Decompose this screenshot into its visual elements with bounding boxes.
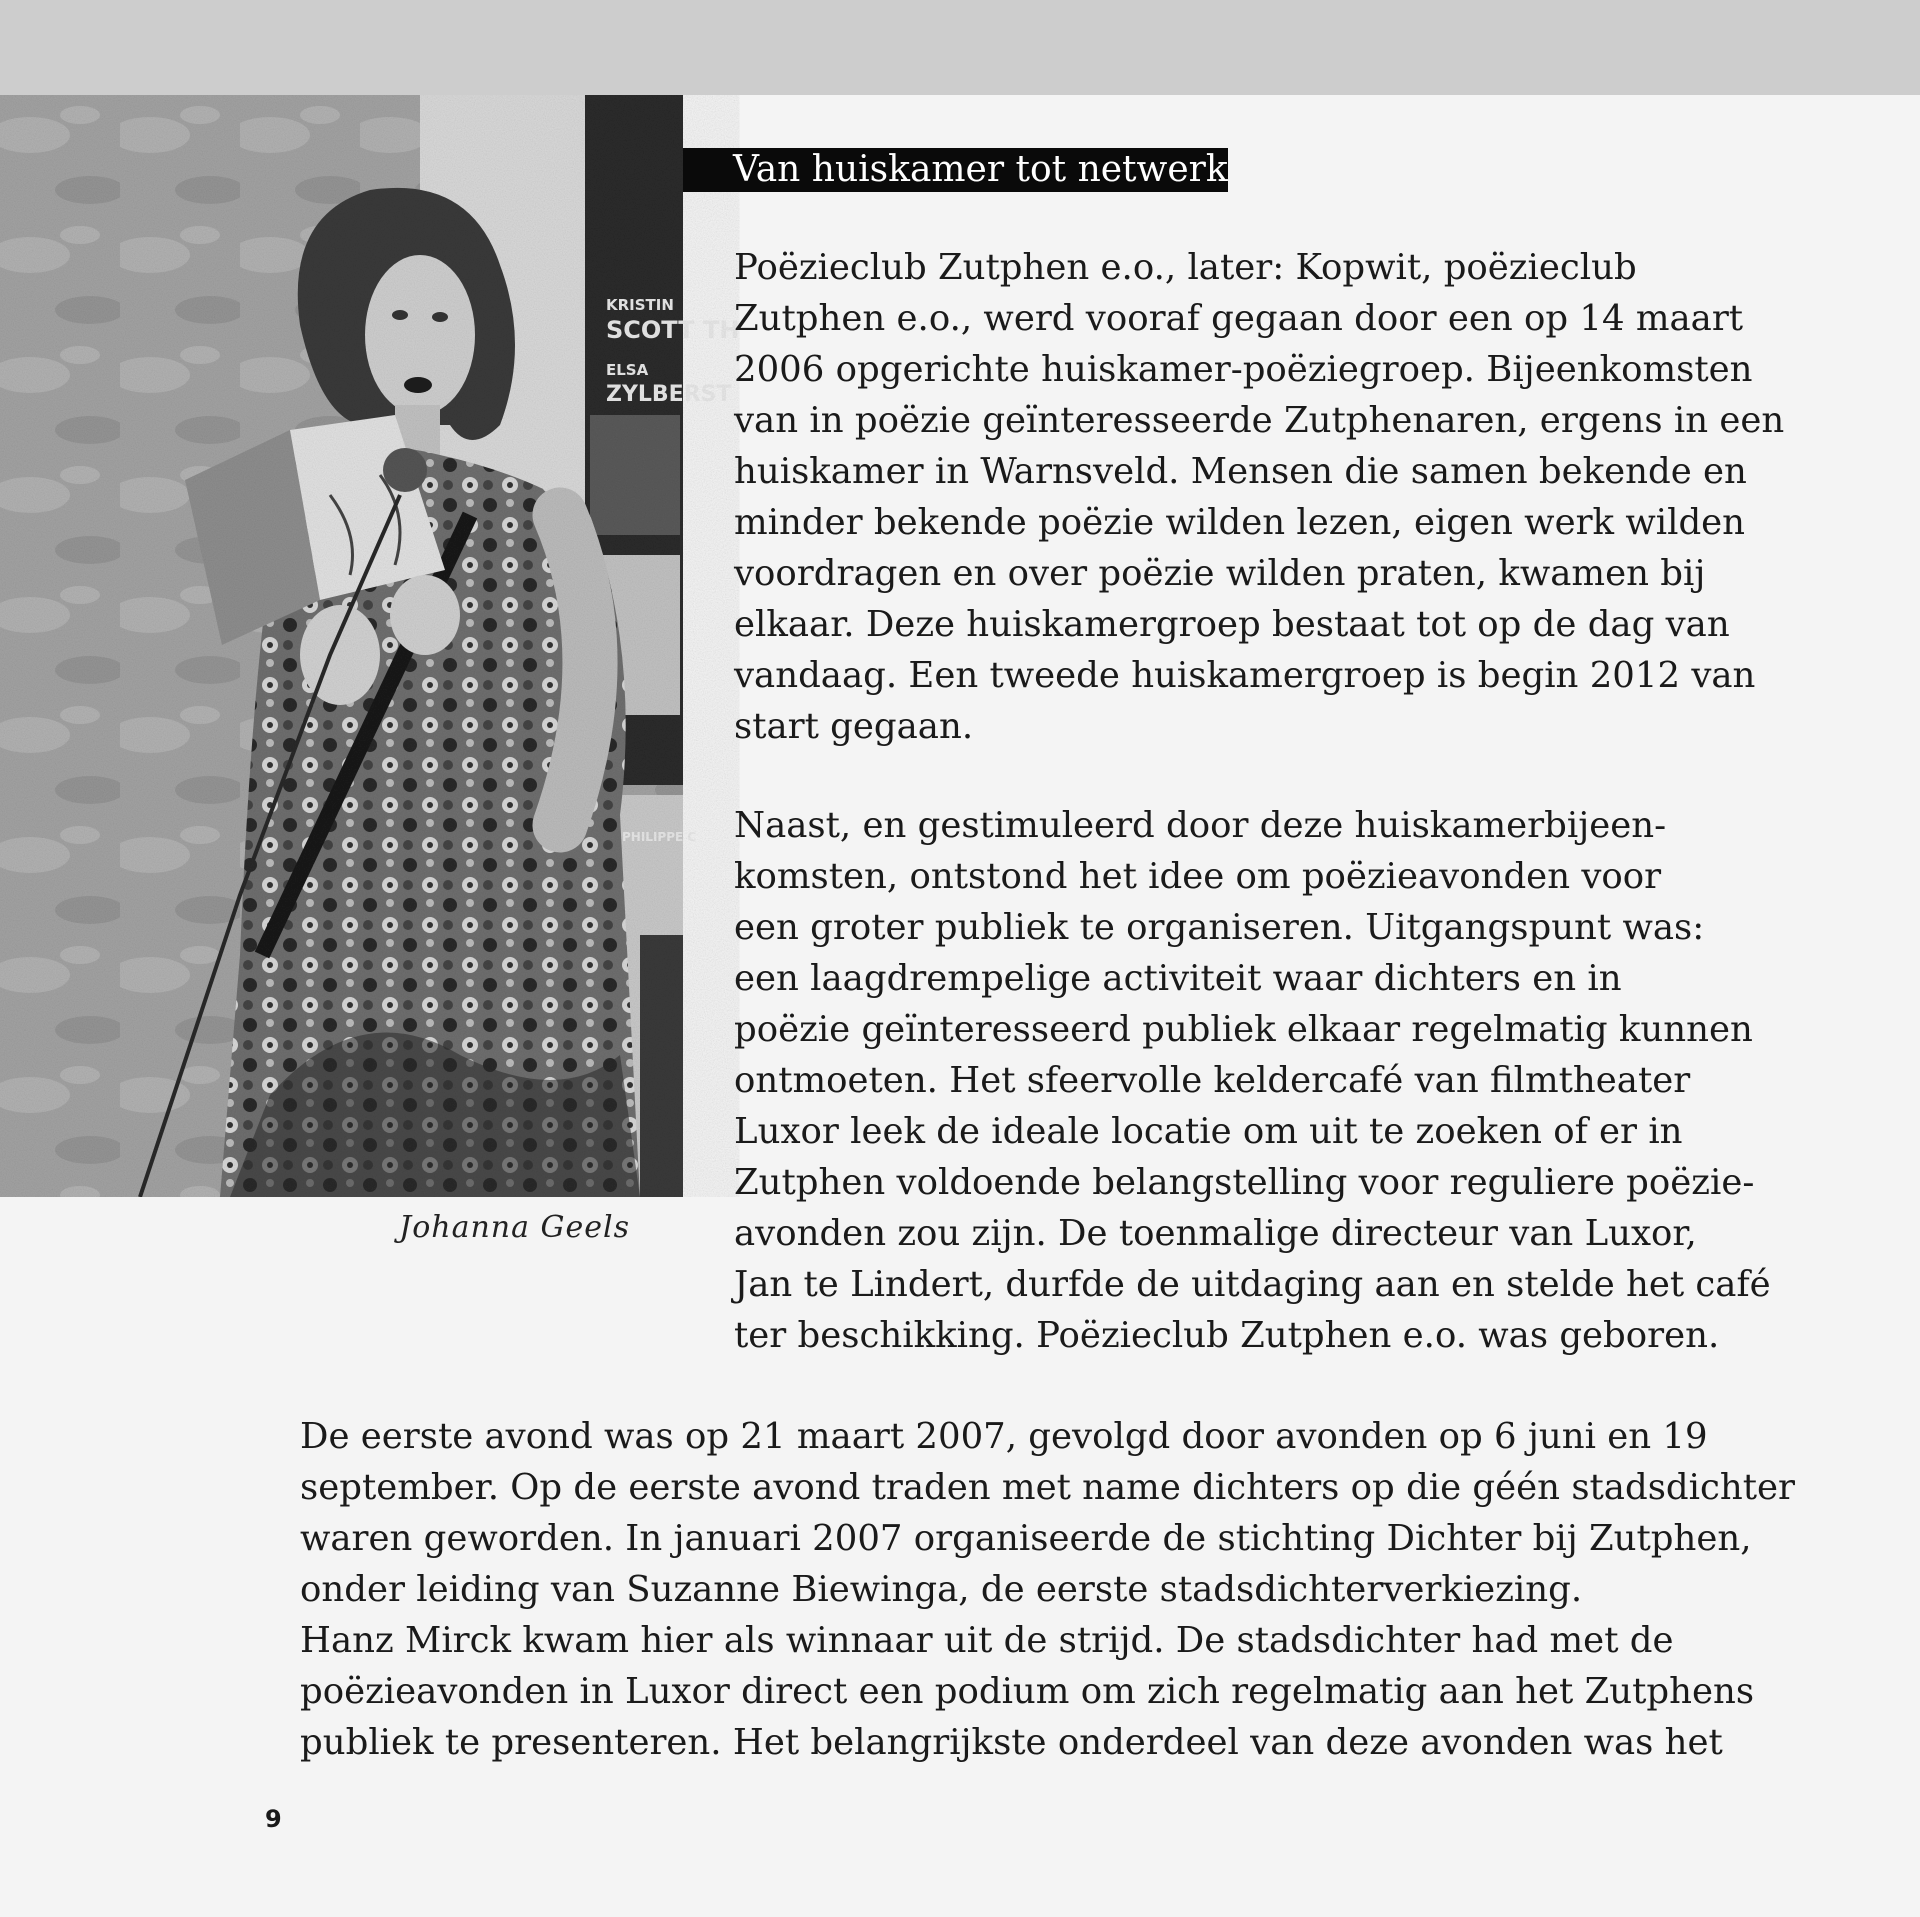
poster-text-4: ZYLBERST [606,382,732,407]
poster-text-5: PHILIPPE C [622,830,697,844]
text-line: poëzieavonden in Luxor direct een podium om zich regelmatig aan het Zutphens [300,1671,1755,1712]
text-line: Poëzieclub Zutphen e.o., later: Kopwit, poëzieclub [734,247,1637,288]
text-line: huiskamer in Warnsveld. Mensen die samen bekende en [734,451,1747,492]
text-line: Zutphen e.o., werd vooraf gegaan door een op 14 maart [734,298,1744,339]
page-number: 9 [265,1805,282,1833]
photo-johanna-geels [0,95,740,1197]
text-line: onder leiding van Suzanne Biewinga, de eerste stadsdichterverkiezing. [300,1569,1583,1610]
paragraph-3 [300,1411,1795,1768]
text-line: van in poëzie geïnteresseerde Zutphenaren, ergens in een [734,400,1785,441]
text-line: Hanz Mirck kwam hier als winnaar uit de strijd. De stadsdichter had met de [300,1620,1674,1661]
text-line: vandaag. Een tweede huiskamergroep is begin 2012 van [734,655,1756,696]
poster-text-3: ELSA [606,361,649,379]
poster-text-1: KRISTIN [606,296,674,314]
text-line: een groter publiek te organiseren. Uitgangspunt was: [734,907,1705,948]
text-line: ontmoeten. Het sfeervolle keldercafé van filmtheater [734,1060,1691,1101]
text-line: elkaar. Deze huiskamergroep bestaat tot op de dag van [734,604,1730,645]
text-line: een laagdrempelige activiteit waar dichters en in [734,958,1622,999]
text-line: Naast, en gestimuleerd door deze huiskamerbijeen- [734,805,1667,846]
text-line: 2006 opgerichte huiskamer-poëziegroep. Bijeenkomsten [734,349,1753,390]
text-line: ter beschikking. Poëzieclub Zutphen e.o. was geboren. [734,1315,1720,1356]
text-line: minder bekende poëzie wilden lezen, eigen werk wilden [734,502,1746,543]
text-line: publiek te presenteren. Het belangrijkste onderdeel van deze avonden was het [300,1722,1723,1763]
photo-illustration [0,95,740,1197]
text-line: avonden zou zijn. De toenmalige directeur van Luxor, [734,1213,1697,1254]
text-line: Luxor leek de ideale locatie om uit te zoeken of er in [734,1111,1683,1152]
text-line: waren geworden. In januari 2007 organiseerde de stichting Dichter bij Zutphen, [300,1518,1752,1559]
photo-caption: Johanna Geels [399,1210,630,1245]
text-line: poëzie geïnteresseerd publiek elkaar regelmatig kunnen [734,1009,1753,1050]
text-line: start gegaan. [734,706,974,747]
text-line: voordragen en over poëzie wilden praten, kwamen bij [734,553,1706,594]
text-line: komsten, ontstond het idee om poëzieavonden voor [734,856,1662,897]
section-title: Van huiskamer tot netwerk [683,148,1228,192]
top-band [0,0,1920,95]
paragraph-1 [734,242,1784,752]
paragraph-2 [734,800,1771,1361]
text-line: Zutphen voldoende belangstelling voor reguliere poëzie- [734,1162,1755,1203]
text-line: september. Op de eerste avond traden met name dichters op die géén stadsdichter [300,1467,1795,1508]
text-line: De eerste avond was op 21 maart 2007, gevolgd door avonden op 6 juni en 19 [300,1416,1708,1457]
poster-text-2: SCOTT TH [606,316,740,344]
text-line: Jan te Lindert, durfde de uitdaging aan en stelde het café [734,1264,1771,1305]
